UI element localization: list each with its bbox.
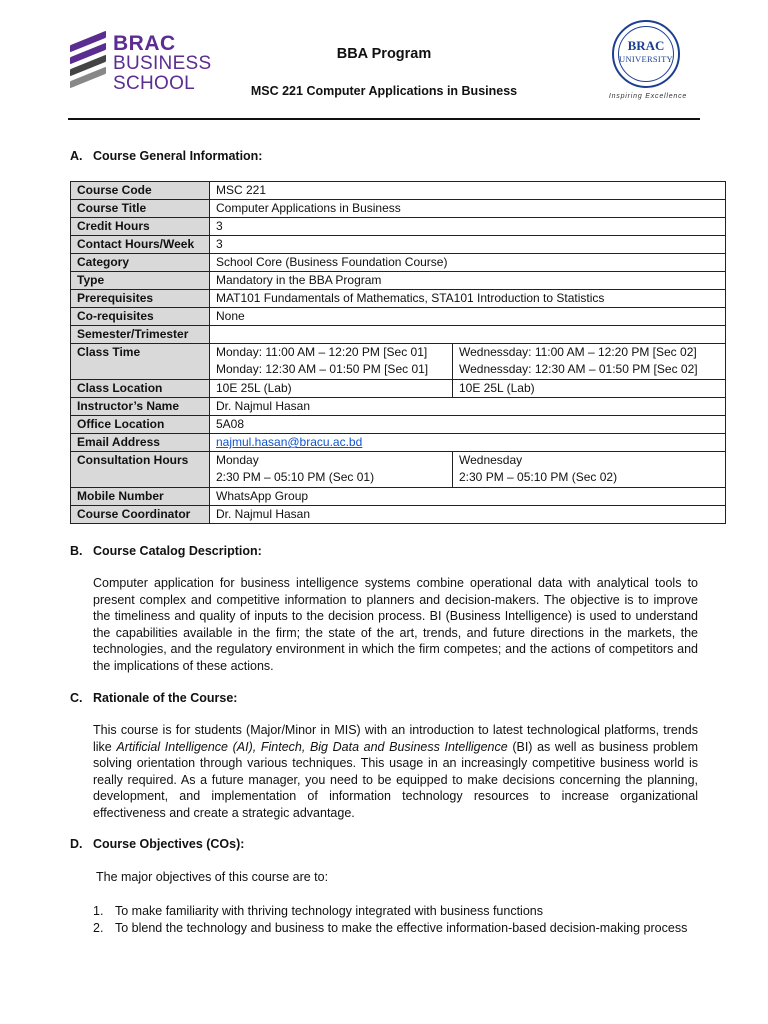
list-item bbox=[93, 920, 723, 937]
list-text: To blend the technology and business to make the effective information-based decision-making process bbox=[115, 920, 688, 935]
table-row bbox=[71, 488, 726, 506]
email-cell bbox=[210, 434, 726, 452]
table-row bbox=[71, 290, 726, 308]
row-label: Class Location bbox=[71, 380, 210, 398]
section-b-heading bbox=[70, 544, 262, 558]
consultation-line: 2:30 PM – 05:10 PM (Sec 01) bbox=[216, 470, 375, 484]
section-c-title: Rationale of the Course: bbox=[93, 691, 238, 705]
rationale-italic: Artificial Intelligence (AI), Fintech, Big Data and Business Intelligence bbox=[116, 739, 508, 754]
row-value: MSC 221 bbox=[210, 182, 726, 200]
row-label: Credit Hours bbox=[71, 218, 210, 236]
row-label: Consultation Hours bbox=[71, 452, 210, 488]
row-label: Type bbox=[71, 272, 210, 290]
objectives-list bbox=[93, 903, 723, 936]
row-value: WhatsApp Group bbox=[210, 488, 726, 506]
consultation-sec02 bbox=[453, 452, 726, 488]
brand-line-3: SCHOOL bbox=[113, 73, 196, 94]
rationale-text-2: (BI) as well as business problem solving orientation through various techniques. This usage in an increasingly competitive business world is really required. As a future manager, you need to be equipped to make decisions concerning the planning, development, and implementation of information technology resources to increase organizational effectiveness and create a strategic advantage. bbox=[93, 739, 699, 820]
row-label: Email Address bbox=[71, 434, 210, 452]
list-text: To make familiarity with thriving technology integrated with business functions bbox=[115, 904, 543, 918]
consultation-sec01 bbox=[210, 452, 453, 488]
row-value: Computer Applications in Business bbox=[210, 200, 726, 218]
section-d-letter: D. bbox=[70, 837, 83, 851]
brand-line-2: BUSINESS bbox=[113, 53, 212, 74]
header-divider bbox=[68, 118, 700, 120]
row-label: Mobile Number bbox=[71, 488, 210, 506]
row-label: Co-requisites bbox=[71, 308, 210, 326]
row-label: Prerequisites bbox=[71, 290, 210, 308]
list-item bbox=[93, 903, 723, 920]
row-label: Category bbox=[71, 254, 210, 272]
brand-line-1: BRAC bbox=[113, 32, 176, 55]
class-time-line: Monday: 11:00 AM – 12:20 PM [Sec 01] bbox=[216, 345, 428, 359]
row-value: Mandatory in the BBA Program bbox=[210, 272, 726, 290]
table-row bbox=[71, 344, 726, 380]
class-time-line: Wednessday: 12:30 AM – 01:50 PM [Sec 02] bbox=[459, 362, 698, 376]
seal-text-1: BRAC bbox=[627, 38, 665, 53]
row-value bbox=[210, 326, 726, 344]
list-number: 1. bbox=[93, 904, 104, 918]
consultation-line: Monday bbox=[216, 453, 259, 467]
table-row bbox=[71, 416, 726, 434]
table-row bbox=[71, 326, 726, 344]
course-info-table bbox=[70, 181, 726, 524]
row-label: Instructor’s Name bbox=[71, 398, 210, 416]
table-row bbox=[71, 254, 726, 272]
section-c-letter: C. bbox=[70, 691, 83, 705]
consultation-line: 2:30 PM – 05:10 PM (Sec 02) bbox=[459, 470, 618, 484]
row-value: 3 bbox=[210, 236, 726, 254]
rationale-text-1: This course is for students (Major/Minor in MIS) with an introduction to latest technological platforms, trends like bbox=[93, 723, 698, 754]
table-row bbox=[71, 506, 726, 524]
section-c-heading bbox=[70, 691, 237, 705]
row-value: 5A08 bbox=[210, 416, 726, 434]
university-tagline: Inspiring Excellence bbox=[608, 93, 688, 100]
class-time-line: Wednessday: 11:00 AM – 12:20 PM [Sec 02] bbox=[459, 345, 697, 359]
list-number: 2. bbox=[93, 920, 104, 935]
table-row bbox=[71, 272, 726, 290]
class-time-line: Monday: 12:30 AM – 01:50 PM [Sec 01] bbox=[216, 362, 429, 376]
table-row bbox=[71, 308, 726, 326]
row-label: Semester/Trimester bbox=[71, 326, 210, 344]
section-d-title: Course Objectives (COs): bbox=[93, 837, 245, 851]
catalog-description: Computer application for business intelligence systems combine operational data with analytical tools to present complex and competitive information to planners and decision-makers. The objective is to improve the timeliness and quality of inputs to the decision process. BI (Business Intelligence) is used to understand the capabilities available in the firm; the state of the art, trends, and future directions in the markets, the technologies, and the regulatory environment in which the firm competes; and the actions of competitors and the implications of these actions. bbox=[93, 576, 698, 673]
table-row bbox=[71, 218, 726, 236]
table-row bbox=[71, 434, 726, 452]
row-label: Contact Hours/Week bbox=[71, 236, 210, 254]
row-value: 3 bbox=[210, 218, 726, 236]
table-row bbox=[71, 182, 726, 200]
section-a-letter: A. bbox=[70, 149, 83, 163]
table-row bbox=[71, 236, 726, 254]
row-value: Dr. Najmul Hasan bbox=[210, 398, 726, 416]
table-row bbox=[71, 452, 726, 488]
university-seal-icon bbox=[612, 20, 680, 88]
row-label: Class Time bbox=[71, 344, 210, 380]
row-label: Office Location bbox=[71, 416, 210, 434]
row-label: Course Coordinator bbox=[71, 506, 210, 524]
row-label: Course Title bbox=[71, 200, 210, 218]
section-a-heading bbox=[70, 149, 262, 163]
table-row bbox=[71, 398, 726, 416]
section-b-letter: B. bbox=[70, 544, 83, 558]
row-label: Course Code bbox=[71, 182, 210, 200]
row-value: 10E 25L (Lab) bbox=[453, 380, 726, 398]
row-value: None bbox=[210, 308, 726, 326]
section-a-title: Course General Information: bbox=[93, 149, 263, 163]
seal-text-2: UNIVERSITY bbox=[619, 54, 673, 64]
brac-university-logo bbox=[598, 20, 698, 110]
rationale-paragraph bbox=[93, 722, 698, 821]
row-value: Dr. Najmul Hasan bbox=[210, 506, 726, 524]
section-d-heading bbox=[70, 837, 244, 851]
course-heading: MSC 221 Computer Applications in Business bbox=[250, 84, 518, 98]
table-row bbox=[71, 200, 726, 218]
table-row bbox=[71, 380, 726, 398]
row-value: 10E 25L (Lab) bbox=[210, 380, 453, 398]
row-value: School Core (Business Foundation Course) bbox=[210, 254, 726, 272]
row-value: MAT101 Fundamentals of Mathematics, STA101 Introduction to Statistics bbox=[210, 290, 726, 308]
program-title: BBA Program bbox=[336, 46, 432, 62]
email-link[interactable]: najmul.hasan@bracu.ac.bd bbox=[216, 435, 363, 449]
objectives-intro: The major objectives of this course are to: bbox=[96, 870, 329, 884]
section-b-title: Course Catalog Description: bbox=[93, 544, 262, 558]
consultation-line: Wednesday bbox=[459, 453, 523, 467]
class-time-sec02 bbox=[453, 344, 726, 380]
class-time-sec01 bbox=[210, 344, 453, 380]
